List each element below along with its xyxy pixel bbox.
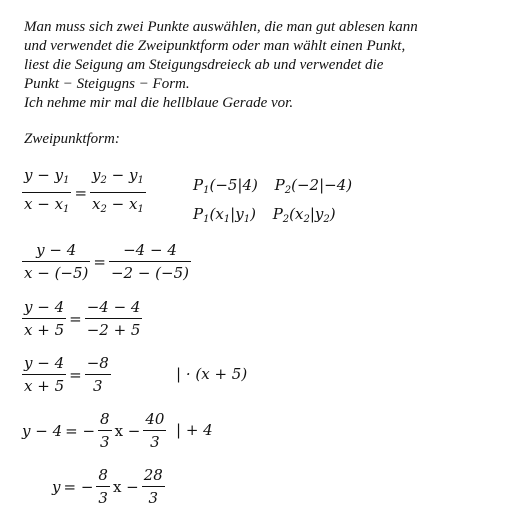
step4-operation: | + 4 bbox=[176, 421, 213, 439]
section-title: Zweipunktform: bbox=[24, 131, 120, 147]
fraction-bar bbox=[90, 192, 146, 193]
step5-fraction-1 bbox=[96, 465, 110, 508]
equals-sign: = bbox=[69, 365, 82, 384]
points-general bbox=[193, 205, 336, 225]
fraction-bar bbox=[22, 261, 90, 262]
equation-step-5 bbox=[52, 465, 165, 508]
step5-x-minus: x − bbox=[112, 477, 139, 496]
points-concrete bbox=[193, 176, 352, 196]
intro-line-4: Punkt − Steigugns − Form. bbox=[24, 76, 190, 92]
step1-lhs-numerator: y − 4 bbox=[36, 241, 77, 259]
formula-lhs-denominator: $x - x_1$ bbox=[24, 195, 70, 215]
intro-paragraph bbox=[24, 18, 504, 113]
step5-fraction-2 bbox=[142, 465, 165, 508]
point-p1-general: $P_1(x_1|y_1)$ bbox=[193, 205, 256, 225]
two-point-formula bbox=[22, 165, 146, 220]
intro-line-1: Man muss sich zwei Punkte auswählen, die man gut ablesen kann bbox=[24, 19, 418, 35]
fraction-bar bbox=[22, 318, 66, 319]
step3-lhs-fraction bbox=[22, 353, 66, 396]
fraction-bar bbox=[22, 374, 66, 375]
step2-lhs-denominator: x + 5 bbox=[24, 321, 65, 339]
point-p2-general: $P_2(x_2|y_2)$ bbox=[272, 205, 336, 225]
step5-frac1-denominator: 3 bbox=[98, 489, 108, 507]
step4-frac2-numerator: 40 bbox=[145, 410, 165, 428]
formula-lhs-fraction bbox=[22, 165, 71, 220]
step5-frac1-numerator: 8 bbox=[98, 466, 108, 484]
step2-lhs-numerator: y − 4 bbox=[24, 298, 65, 316]
step4-frac2-denominator: 3 bbox=[150, 433, 160, 451]
equals-sign: = bbox=[93, 252, 106, 271]
step1-rhs-fraction bbox=[109, 240, 191, 283]
step3-operation: | · (x + 5) bbox=[176, 365, 248, 383]
equation-step-3 bbox=[22, 353, 111, 396]
point-p1: $P_1(-5|4)$ bbox=[193, 176, 258, 196]
step4-frac1-denominator: 3 bbox=[100, 433, 110, 451]
step1-lhs-denominator: x − (−5) bbox=[24, 264, 89, 282]
equals-sign: = bbox=[74, 183, 88, 202]
intro-line-2: und verwendet die Zweipunktform oder man wählt einen Punkt, bbox=[24, 38, 406, 54]
formula-rhs-fraction bbox=[90, 165, 146, 220]
step4-x-minus: x − bbox=[114, 421, 141, 440]
equation-step-2 bbox=[22, 297, 142, 340]
step4-equals-minus: = − bbox=[65, 421, 96, 440]
step3-lhs-denominator: x + 5 bbox=[24, 377, 65, 395]
point-p2: $P_2(-2|-4)$ bbox=[274, 176, 353, 196]
fraction-bar bbox=[85, 318, 143, 319]
step4-fraction-2 bbox=[143, 409, 166, 452]
fraction-bar bbox=[109, 261, 191, 262]
step4-fraction-1 bbox=[98, 409, 112, 452]
step2-lhs-fraction bbox=[22, 297, 66, 340]
fraction-bar bbox=[142, 486, 165, 487]
step1-rhs-numerator: −4 − 4 bbox=[123, 241, 177, 259]
formula-lhs-numerator: $y - y_1$ bbox=[24, 166, 70, 186]
step5-frac2-denominator: 3 bbox=[148, 489, 159, 507]
step2-rhs-denominator: −2 + 5 bbox=[86, 321, 141, 339]
fraction-bar bbox=[22, 192, 71, 193]
equals-sign: = bbox=[69, 309, 82, 328]
step1-rhs-denominator: −2 − (−5) bbox=[110, 264, 190, 282]
step5-equals-minus: = − bbox=[63, 477, 94, 496]
equation-step-4 bbox=[22, 409, 166, 452]
fraction-bar bbox=[96, 486, 110, 487]
intro-line-5: Ich nehme mir mal die hellblaue Gerade vor. bbox=[24, 95, 294, 111]
step4-lhs: y − 4 bbox=[22, 421, 63, 440]
intro-line-3: liest die Seigung am Steigungsdreieck ab und verwendet die bbox=[24, 57, 384, 73]
fraction-bar bbox=[85, 374, 111, 375]
step2-rhs-numerator: −4 − 4 bbox=[86, 298, 141, 316]
step3-lhs-numerator: y − 4 bbox=[24, 354, 65, 372]
formula-rhs-denominator: $x_2 - x_1$ bbox=[92, 195, 144, 215]
step3-rhs-fraction bbox=[85, 353, 111, 396]
equation-step-1 bbox=[22, 240, 191, 283]
step4-frac1-numerator: 8 bbox=[100, 410, 110, 428]
step2-rhs-fraction bbox=[85, 297, 143, 340]
step3-rhs-denominator: 3 bbox=[92, 377, 103, 395]
fraction-bar bbox=[143, 430, 166, 431]
step3-rhs-numerator: −8 bbox=[86, 354, 109, 372]
step5-frac2-numerator: 28 bbox=[143, 466, 163, 484]
fraction-bar bbox=[98, 430, 112, 431]
step5-lhs: y bbox=[52, 477, 61, 496]
formula-rhs-numerator: $y_2 - y_1$ bbox=[92, 166, 144, 186]
step1-lhs-fraction bbox=[22, 240, 90, 283]
